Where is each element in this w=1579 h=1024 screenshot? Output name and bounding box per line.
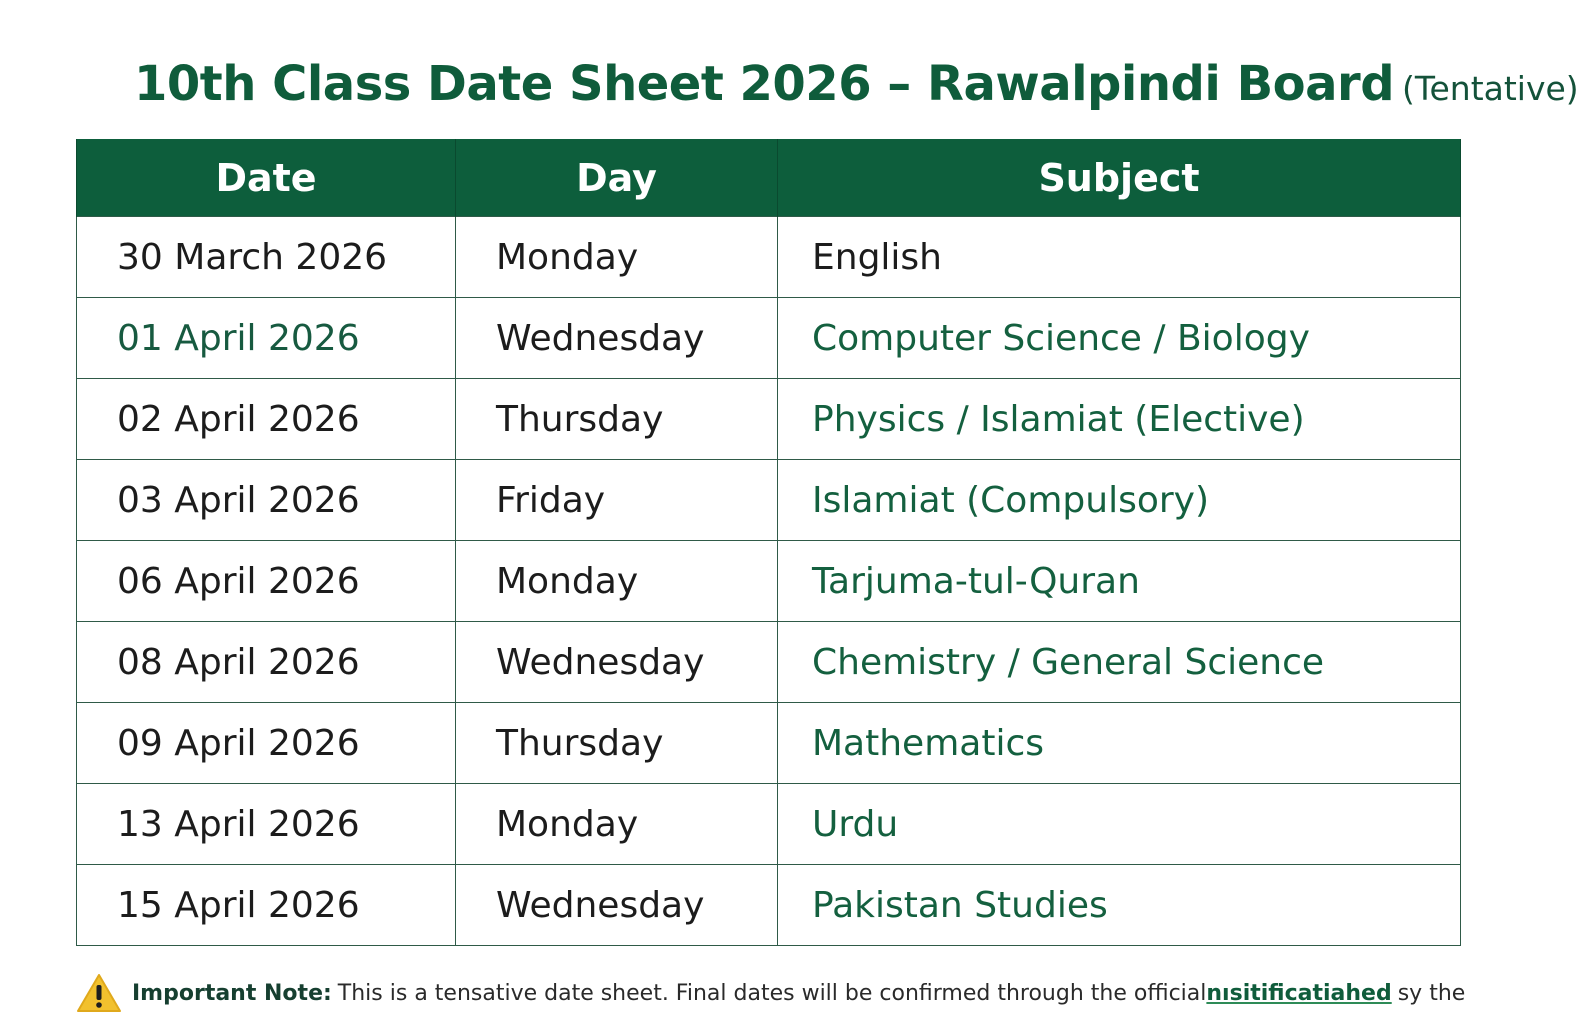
date-sheet-table — [76, 139, 1461, 946]
row-subject: Computer Science / Biology — [778, 298, 1461, 379]
row-date: 03 April 2026 — [77, 460, 456, 541]
header-day: Day — [456, 139, 778, 217]
row-date: 13 April 2026 — [77, 784, 456, 865]
notification-link[interactable]: nısitificatiahed — [1206, 980, 1392, 1006]
table-row — [77, 379, 1461, 460]
row-day: Wednesday — [456, 622, 778, 703]
row-subject: Islamiat (Compulsory) — [778, 460, 1461, 541]
note-label: Important Note: — [132, 980, 332, 1006]
row-day: Wednesday — [456, 298, 778, 379]
table-row — [77, 865, 1461, 946]
row-subject: Mathematics — [778, 703, 1461, 784]
row-date: 01 April 2026 — [77, 298, 456, 379]
row-date: 08 April 2026 — [77, 622, 456, 703]
table-row — [77, 460, 1461, 541]
title-main: 10th Class Date Sheet 2026 – Rawalpindi Board — [134, 56, 1395, 112]
note-tail: sy the — [1397, 980, 1466, 1006]
row-day: Friday — [456, 460, 778, 541]
row-subject: Urdu — [778, 784, 1461, 865]
row-subject: Pakistan Studies — [778, 865, 1461, 946]
table-row — [77, 622, 1461, 703]
header-date: Date — [77, 139, 456, 217]
header-subject: Subject — [778, 139, 1461, 217]
row-date: 30 March 2026 — [77, 217, 456, 298]
title-suffix: (Tentative) — [1402, 69, 1579, 108]
table-row — [77, 541, 1461, 622]
row-subject: English — [778, 217, 1461, 298]
row-day: Monday — [456, 541, 778, 622]
note-text: This is a tensative date sheet. Final dates will be confirmed through the official — [337, 980, 1207, 1006]
row-date: 15 April 2026 — [77, 865, 456, 946]
row-day: Thursday — [456, 703, 778, 784]
table-row — [77, 784, 1461, 865]
table-header-row — [77, 139, 1461, 217]
row-subject: Physics / Islamiat (Elective) — [778, 379, 1461, 460]
row-day: Monday — [456, 784, 778, 865]
page-title — [134, 52, 1579, 116]
row-day: Wednesday — [456, 865, 778, 946]
warning-icon — [76, 972, 122, 1014]
row-subject: Chemistry / General Science — [778, 622, 1461, 703]
important-note — [76, 968, 1476, 1018]
row-day: Thursday — [456, 379, 778, 460]
row-date: 02 April 2026 — [77, 379, 456, 460]
table-row — [77, 703, 1461, 784]
table-row — [77, 298, 1461, 379]
row-date: 09 April 2026 — [77, 703, 456, 784]
row-subject: Tarjuma-tul-Quran — [778, 541, 1461, 622]
table-row — [77, 217, 1461, 298]
row-date: 06 April 2026 — [77, 541, 456, 622]
row-day: Monday — [456, 217, 778, 298]
